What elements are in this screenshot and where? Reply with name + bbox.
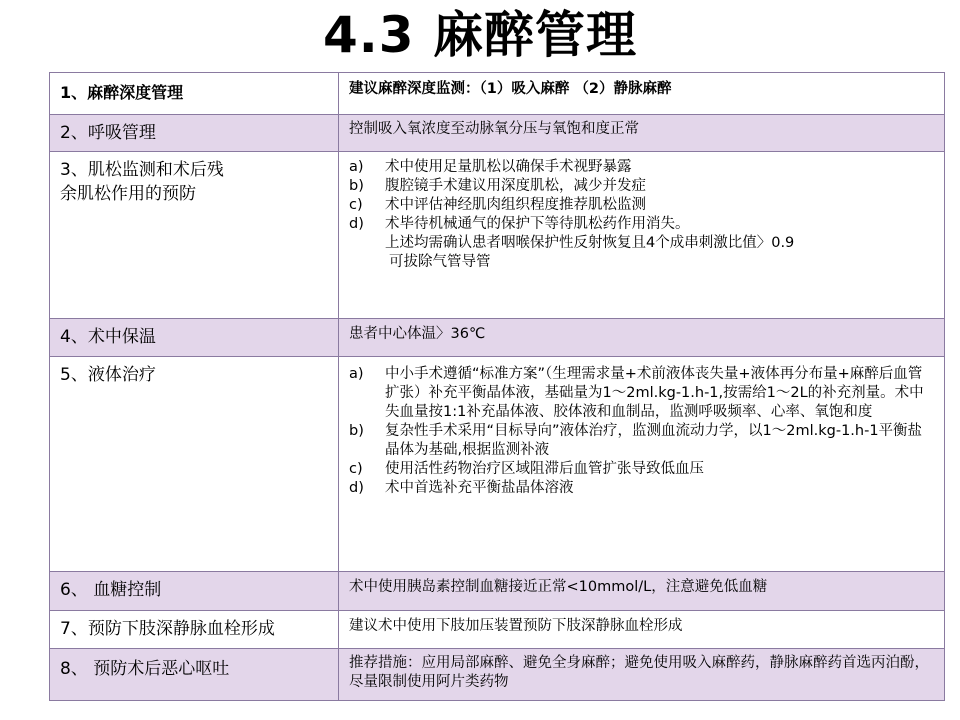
row-label: 1、麻醉深度管理 <box>60 83 184 102</box>
list-item: c) 术中评估神经肌肉组织程度推荐肌松监测 <box>349 197 646 213</box>
row-content-cell <box>339 152 945 319</box>
list-item: c) 使用活性药物治疗区域阻滞后血管扩张导致低血压 <box>349 461 704 477</box>
row-content-cell <box>339 611 945 649</box>
row-text: 控制吸入氧浓度至动脉氧分压与氧饱和度正常 <box>349 121 639 137</box>
row-label-cell <box>50 319 339 357</box>
row-content-cell <box>339 115 945 152</box>
table-row <box>50 611 945 649</box>
row-label-cell <box>50 611 339 649</box>
row-label-cell <box>50 152 339 319</box>
row-label: 5、液体治疗 <box>60 365 156 385</box>
list-item: d) 术毕待机械通气的保护下等待肌松药作用消失。 <box>349 216 690 232</box>
page-title: 4.3 麻醉管理 <box>323 6 637 64</box>
row-text: 患者中心体温〉36℃ <box>349 326 486 342</box>
row-text: 建议术中使用下肢加压装置预防下肢深静脉血栓形成 <box>349 618 683 634</box>
row-label-cell <box>50 115 339 152</box>
row-content-cell <box>339 357 945 572</box>
row-content-cell <box>339 73 945 115</box>
row-text: 建议麻醉深度监测：（1）吸入麻醉 （2）静脉麻醉 <box>349 81 672 97</box>
row-content-cell <box>339 572 945 611</box>
row-text: 术中使用胰岛素控制血糖接近正常<10mmol/L，注意避免低血糖 <box>349 579 768 595</box>
row-label: 8、 预防术后恶心呕吐 <box>60 659 230 679</box>
row-content-cell <box>339 649 945 701</box>
table-row <box>50 73 945 115</box>
row-label: 7、预防下肢深静脉血栓形成 <box>60 619 275 639</box>
row-label: 6、 血糖控制 <box>60 580 162 600</box>
row-text: 推荐措施：应用局部麻醉、避免全身麻醉；避免使用吸入麻醉药，静脉麻醉药首选丙泊酚，尽量限制使用阿片类药物 <box>349 655 929 690</box>
table-row <box>50 319 945 357</box>
table-row <box>50 152 945 319</box>
list-item: b) 腹腔镜手术建议用深度肌松，减少并发症 <box>349 178 646 194</box>
row-label: 2、呼吸管理 <box>60 123 156 143</box>
table-row <box>50 357 945 572</box>
table-row <box>50 572 945 611</box>
row-label: 4、术中保温 <box>60 327 156 347</box>
table-row <box>50 115 945 152</box>
list-item: a) 术中使用足量肌松以确保手术视野暴露 <box>349 159 632 175</box>
list-item: a) 中小手术遵循“标准方案”（生理需求量+术前液体丧失量+液体再分布量+麻醉后血管扩张）补充平衡晶体液，基础量为1～2ml.kg-1.h-1,按需给1～2L的补充剂量。术中失血量按1:1补充晶体液、胶体液和血制品，监测呼吸频率、心率、氧饱和度 <box>349 366 924 420</box>
list-item: d) 术中首选补充平衡盐晶体溶液 <box>349 480 574 496</box>
note-line: 可拔除气管导管 <box>389 254 491 270</box>
list-item: b) 复杂性手术采用“目标导向”液体治疗，监测血流动力学，以1～2ml.kg-1.h-1平衡盐晶体为基础,根据监测补液 <box>349 423 923 458</box>
row-label-cell <box>50 649 339 701</box>
anesthesia-management-table <box>49 72 945 701</box>
row-label-cell <box>50 572 339 611</box>
row-label: 3、肌松监测和术后残 余肌松作用的预防 <box>60 160 224 204</box>
row-label-cell <box>50 73 339 115</box>
table-row <box>50 649 945 701</box>
row-label-cell <box>50 357 339 572</box>
row-content-cell <box>339 319 945 357</box>
note-line: 上述均需确认患者咽喉保护性反射恢复且4个成串刺激比值〉0.9 <box>385 235 795 251</box>
